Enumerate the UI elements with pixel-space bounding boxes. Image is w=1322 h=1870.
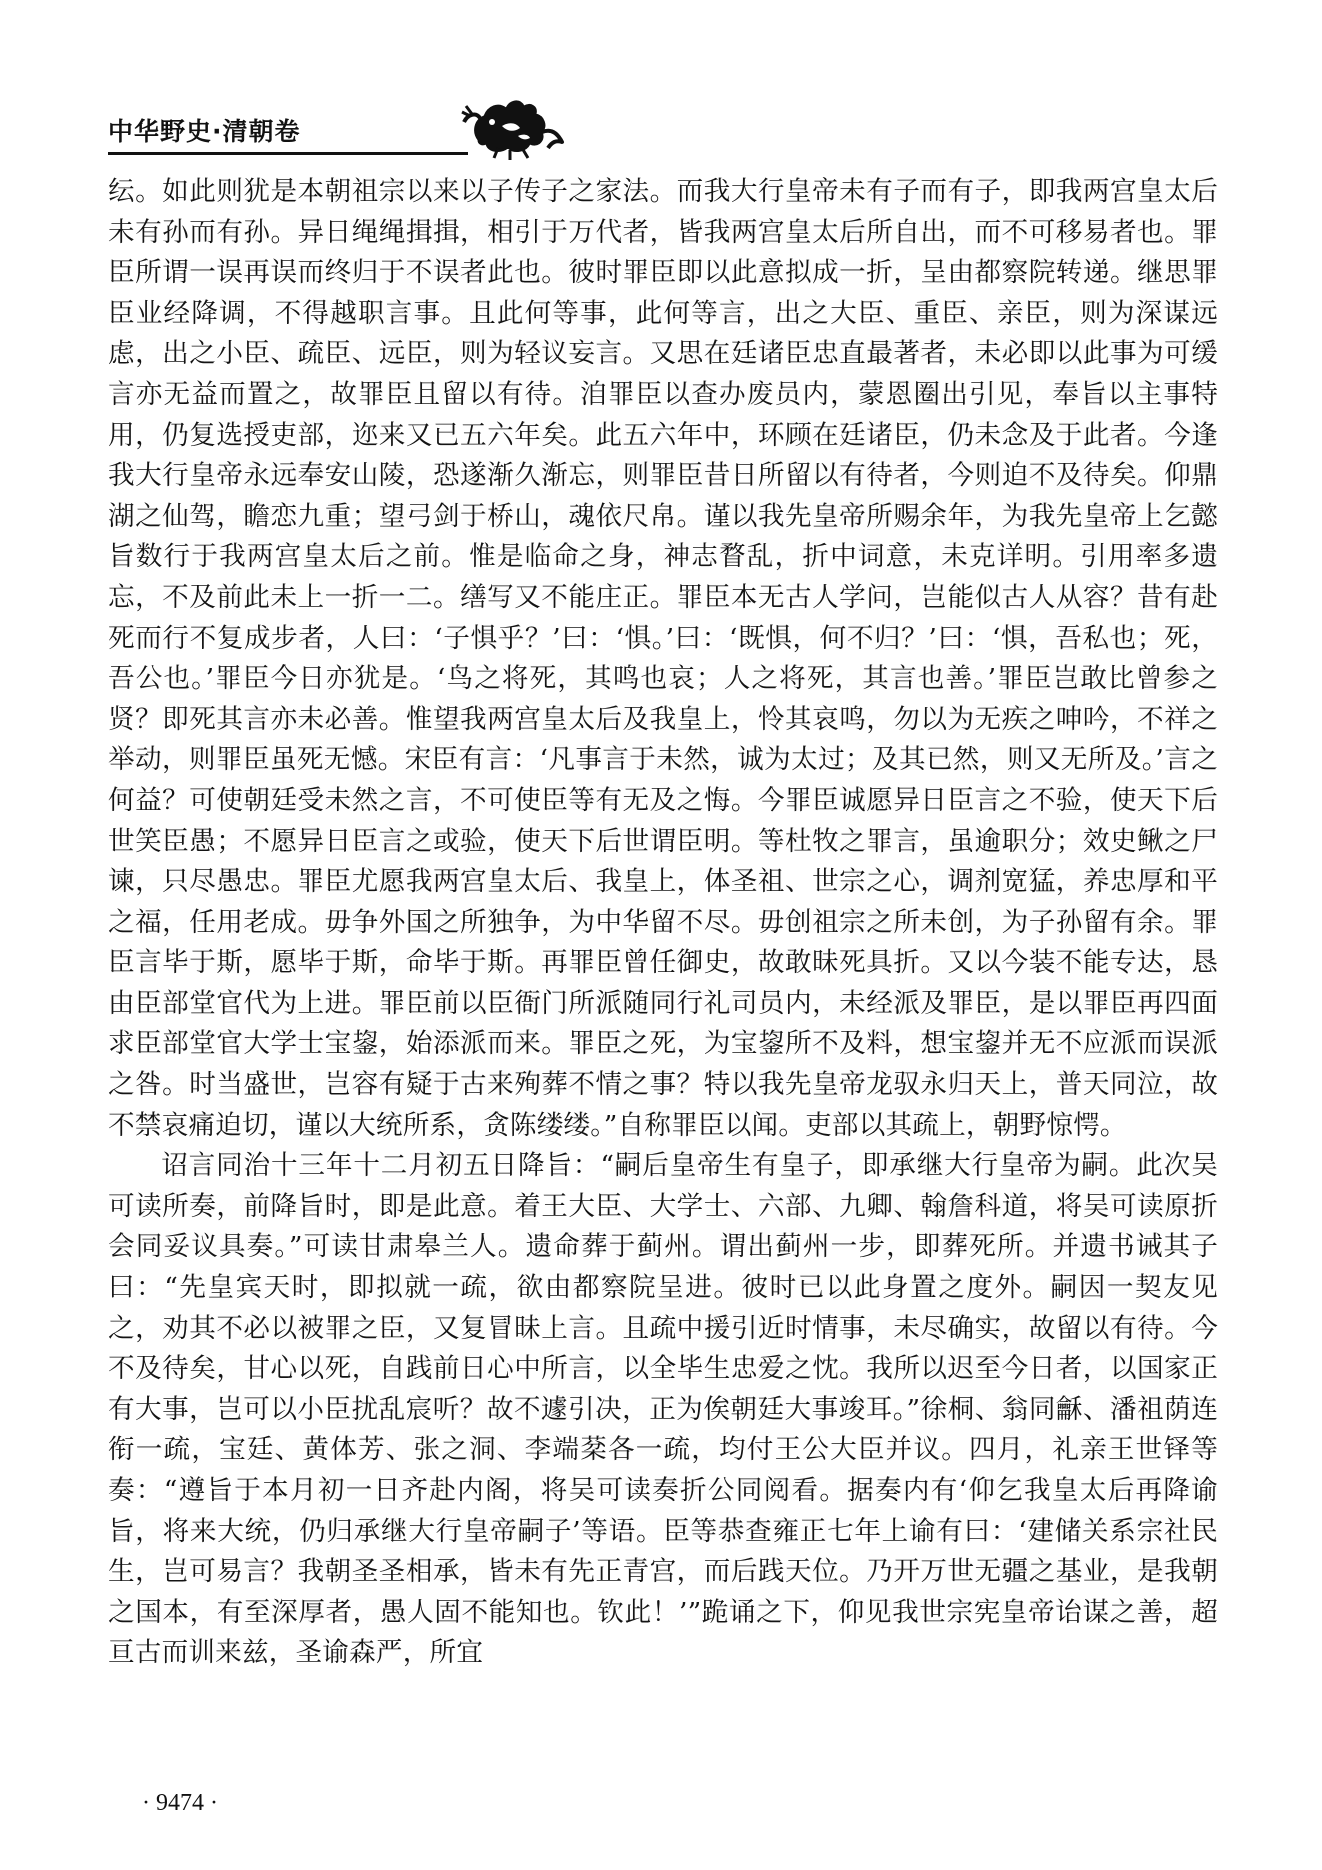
page-number: · 9474 · [142, 1790, 218, 1816]
header-rule [108, 152, 468, 155]
paragraph-edict: 诏言同治十三年十二月初五日降旨：“嗣后皇帝生有皇子，即承继大行皇帝为嗣。此次吴可读所奏，前降旨时，即是此意。着王大臣、大学士、六部、九卿、翰詹科道，将吴可读原折会同妥议具奏。”可读甘肃皋兰人。遗命葬于蓟州。谓出蓟州一步，即葬死所。并遗书诫其子曰：“先皇宾天时，即拟就一疏，欲由都察院呈进。彼时已以此身置之度外。嗣因一契友见之，劝其不必以被罪之臣，又复冒昧上言。且疏中援引近时情事，未尽确实，故留以有待。今不及待矣，甘心以死，自践前日心中所言，以全毕生忠爱之忱。我所以迟至今日者，以国家正有大事，岂可以小臣扰乱宸听？故不遽引决，正为俟朝廷大事竣耳。”徐桐、翁同龢、潘祖荫连衔一疏，宝廷、黄体芳、张之洞、李端棻各一疏，均付王公大臣并议。四月，礼亲王世铎等奏：“遵旨于本月初一日齐赴内阁，将吴可读奏折公同阅看。据奏内有‘仰乞我皇太后再降谕旨，将来大统，仍归承继大行皇帝嗣子’等语。臣等恭查雍正七年上谕有曰：‘建储关系宗社民生，岂可易言？我朝圣圣相承，皆未有先正青宫，而后践天位。乃开万世无疆之基业，是我朝之国本，有至深厚者，愚人固不能知也。钦此！’”跪诵之下，仰见我世宗宪皇帝诒谋之善，超亘古而训来兹，圣谕森严，所宜 [108, 1150, 1218, 1669]
dragon-emblem-icon [458, 92, 568, 162]
page-header [108, 92, 1218, 162]
book-title: 中华野史·清朝卷 [108, 117, 301, 146]
paragraph-continued: 纭。如此则犹是本朝祖宗以来以子传子之家法。而我大行皇帝未有子而有子，即我两宫皇太后未有孙而有孙。异日绳绳揖揖，相引于万代者，皆我两宫皇太后所自出，而不可移易者也。罪臣所谓一误再误而终归于不误者此也。彼时罪臣即以此意拟成一折，呈由都察院转递。继思罪臣业经降调，不得越职言事。且此何等事，此何等言，出之大臣、重臣、亲臣，则为深谋远虑，出之小臣、疏臣、远臣，则为轻议妄言。又思在廷诸臣忠直最著者，未必即以此事为可缓言亦无益而置之，故罪臣且留以有待。洎罪臣以查办废员内，蒙恩圈出引见，奉旨以主事特用，仍复选授吏部，迩来又已五六年矣。此五六年中，环顾在廷诸臣，仍未念及于此者。今逢我大行皇帝永远奉安山陵，恐遂渐久渐忘，则罪臣昔日所留以有待者，今则迫不及待矣。仰鼎湖之仙驾，瞻恋九重；望弓剑于桥山，魂依尺帛。谨以我先皇帝所赐余年，为我先皇帝上乞懿旨数行于我两宫皇太后之前。惟是临命之身，神志瞀乱，折中词意，未克详明。引用率多遗忘，不及前此未上一折一二。缮写又不能庄正。罪臣本无古人学问，岂能似古人从容？昔有赴死而行不复成步者，人曰：‘子惧乎？’曰：‘惧。’曰：‘既惧，何不归？’曰：‘惧，吾私也；死，吾公也。’罪臣今日亦犹是。‘鸟之将死，其鸣也哀；人之将死，其言也善。’罪臣岂敢比曾参之贤？即死其言亦未必善。惟望我两宫皇太后及我皇上，怜其哀鸣，勿以为无疾之呻吟，不祥之举动，则罪臣虽死无憾。宋臣有言：‘凡事言于未然，诚为太过；及其已然，则又无所及。’言之何益？可使朝廷受未然之言，不可使臣等有无及之悔。今罪臣诚愿异日臣言之不验，使天下后世笑臣愚；不愿异日臣言之或验，使天下后世谓臣明。等杜牧之罪言，虽逾职分；效史鳅之尸谏，只尽愚忠。罪臣尤愿我两宫皇太后、我皇上，体圣祖、世宗之心，调剂宽猛，养忠厚和平之福，任用老成。毋争外国之所独争，为中华留不尽。毋创祖宗之所未创，为子孙留有余。罪臣言毕于斯，愿毕于斯，命毕于斯。再罪臣曾任御史，故敢昧死具折。又以今装不能专达，恳由臣部堂官代为上进。罪臣前以臣衙门所派随同行礼司员内，未经派及罪臣，是以罪臣再四面求臣部堂官大学士宝鋆，始添派而来。罪臣之死，为宝鋆所不及料，想宝鋆并无不应派而误派之咎。时当盛世，岂容有疑于古来殉葬不情之事？特以我先皇帝龙驭永归天上，普天同泣，故不禁哀痛迫切，谨以大统所系，贪陈缕缕。”自称罪臣以闻。吏部以其疏上，朝野惊愕。 [108, 176, 1218, 1141]
body-text [108, 172, 1218, 1674]
